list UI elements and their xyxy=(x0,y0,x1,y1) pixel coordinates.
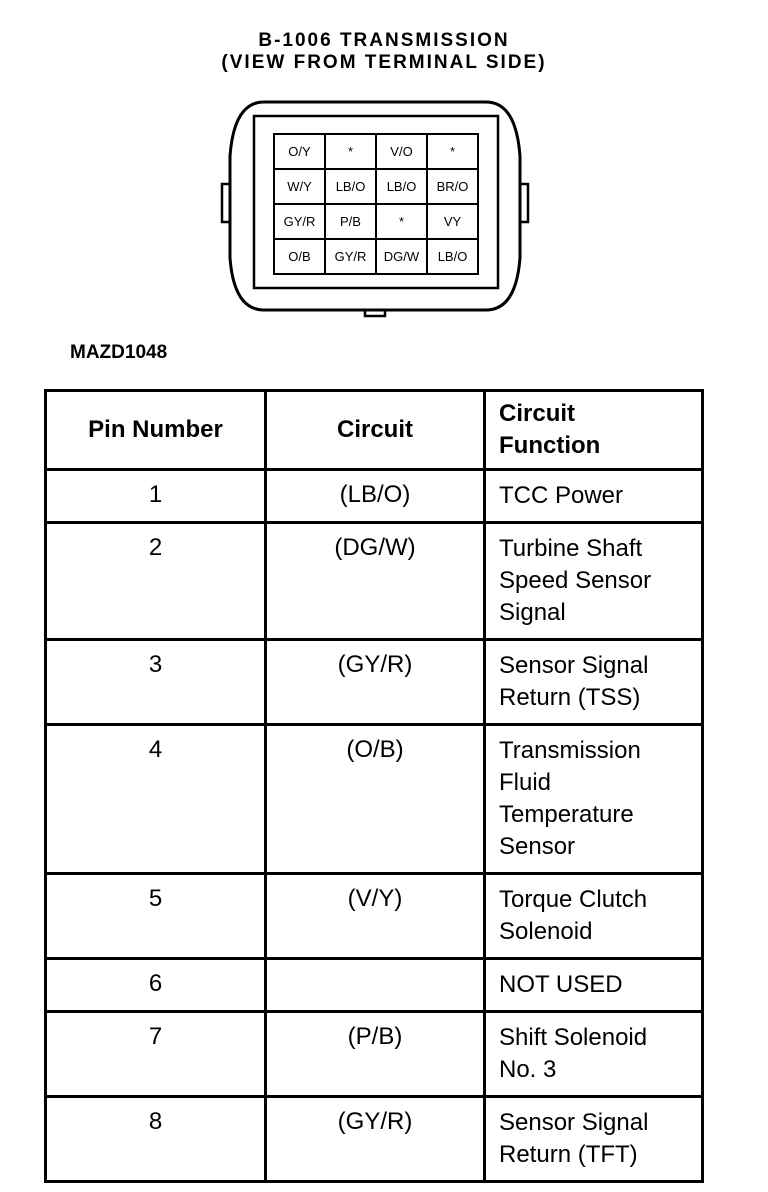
circuit-function-line: Torque Clutch xyxy=(499,886,648,913)
circuit-function-line: NOT USED xyxy=(499,971,623,998)
figure-id: MAZD1048 xyxy=(70,342,168,363)
circuit-function-line: Sensor Signal xyxy=(499,652,649,679)
circuit-cell: (GY/R) xyxy=(266,640,485,725)
connector-cavity: GY/R xyxy=(275,205,326,240)
circuit-function-cell xyxy=(485,1097,703,1182)
connector-cavity: LB/O xyxy=(377,170,428,205)
circuit-function-line: Transmission xyxy=(499,737,641,764)
table-header-row xyxy=(46,391,703,470)
table-row xyxy=(46,959,703,1012)
circuit-cell xyxy=(266,959,485,1012)
circuit-function-cell xyxy=(485,470,703,523)
circuit-function-line: No. 3 xyxy=(499,1056,557,1083)
table-row xyxy=(46,523,703,640)
diagram-subtitle: (VIEW FROM TERMINAL SIDE) xyxy=(221,52,547,73)
connector-pin-grid xyxy=(273,133,479,275)
connector-cavity: O/Y xyxy=(275,135,326,170)
circuit-function-cell xyxy=(485,959,703,1012)
connector-cavity: * xyxy=(377,205,428,240)
table-row xyxy=(46,1097,703,1182)
connector-cavity: GY/R xyxy=(326,240,377,275)
circuit-function-line: Signal xyxy=(499,599,566,626)
circuit-function-line: TCC Power xyxy=(499,482,624,509)
pin-number-cell: 4 xyxy=(46,725,266,874)
circuit-function-line: Sensor xyxy=(499,833,576,860)
circuit-function-line: Sensor Signal xyxy=(499,1109,649,1136)
circuit-function-cell xyxy=(485,874,703,959)
circuit-function-line: Temperature xyxy=(499,801,634,828)
circuit-function-line: Shift Solenoid xyxy=(499,1024,648,1051)
table-row xyxy=(46,725,703,874)
circuit-function-line: Return (TSS) xyxy=(499,684,641,711)
circuit-cell: (GY/R) xyxy=(266,1097,485,1182)
pin-number-cell: 8 xyxy=(46,1097,266,1182)
connector-cavity: P/B xyxy=(326,205,377,240)
pin-number-cell: 1 xyxy=(46,470,266,523)
pinout-table xyxy=(44,389,704,1183)
pin-number-cell: 7 xyxy=(46,1012,266,1097)
connector-cavity: VY xyxy=(428,205,479,240)
header-function-line-2: Function xyxy=(499,432,601,459)
connector-cavity: O/B xyxy=(275,240,326,275)
circuit-function-line: Fluid xyxy=(499,769,552,796)
pin-number-cell: 3 xyxy=(46,640,266,725)
circuit-function-line: Return (TFT) xyxy=(499,1141,638,1168)
connector-cavity: BR/O xyxy=(428,170,479,205)
table-row xyxy=(46,874,703,959)
pin-number-cell: 2 xyxy=(46,523,266,640)
header-circuit-function xyxy=(485,391,703,470)
connector-cavity: LB/O xyxy=(326,170,377,205)
connector-cavity: DG/W xyxy=(377,240,428,275)
connector-cavity: V/O xyxy=(377,135,428,170)
header-function-line-1: Circuit xyxy=(499,400,576,427)
table-row xyxy=(46,640,703,725)
connector-cavity: W/Y xyxy=(275,170,326,205)
circuit-cell: (O/B) xyxy=(266,725,485,874)
header-circuit: Circuit xyxy=(266,391,485,470)
connector-cavity: * xyxy=(428,135,479,170)
circuit-function-cell xyxy=(485,1012,703,1097)
circuit-function-cell xyxy=(485,725,703,874)
circuit-function-line: Speed Sensor xyxy=(499,567,652,594)
circuit-cell: (DG/W) xyxy=(266,523,485,640)
circuit-function-line: Turbine Shaft xyxy=(499,535,643,562)
circuit-function-cell xyxy=(485,640,703,725)
circuit-function-cell xyxy=(485,523,703,640)
connector-cavity: LB/O xyxy=(428,240,479,275)
pin-number-cell: 5 xyxy=(46,874,266,959)
diagram-title: B-1006 TRANSMISSION xyxy=(258,30,510,51)
pin-number-cell: 6 xyxy=(46,959,266,1012)
circuit-cell: (P/B) xyxy=(266,1012,485,1097)
table-row xyxy=(46,470,703,523)
table-row xyxy=(46,1012,703,1097)
circuit-function-line: Solenoid xyxy=(499,918,593,945)
circuit-cell: (V/Y) xyxy=(266,874,485,959)
connector-cavity: * xyxy=(326,135,377,170)
header-pin-number: Pin Number xyxy=(46,391,266,470)
circuit-cell: (LB/O) xyxy=(266,470,485,523)
